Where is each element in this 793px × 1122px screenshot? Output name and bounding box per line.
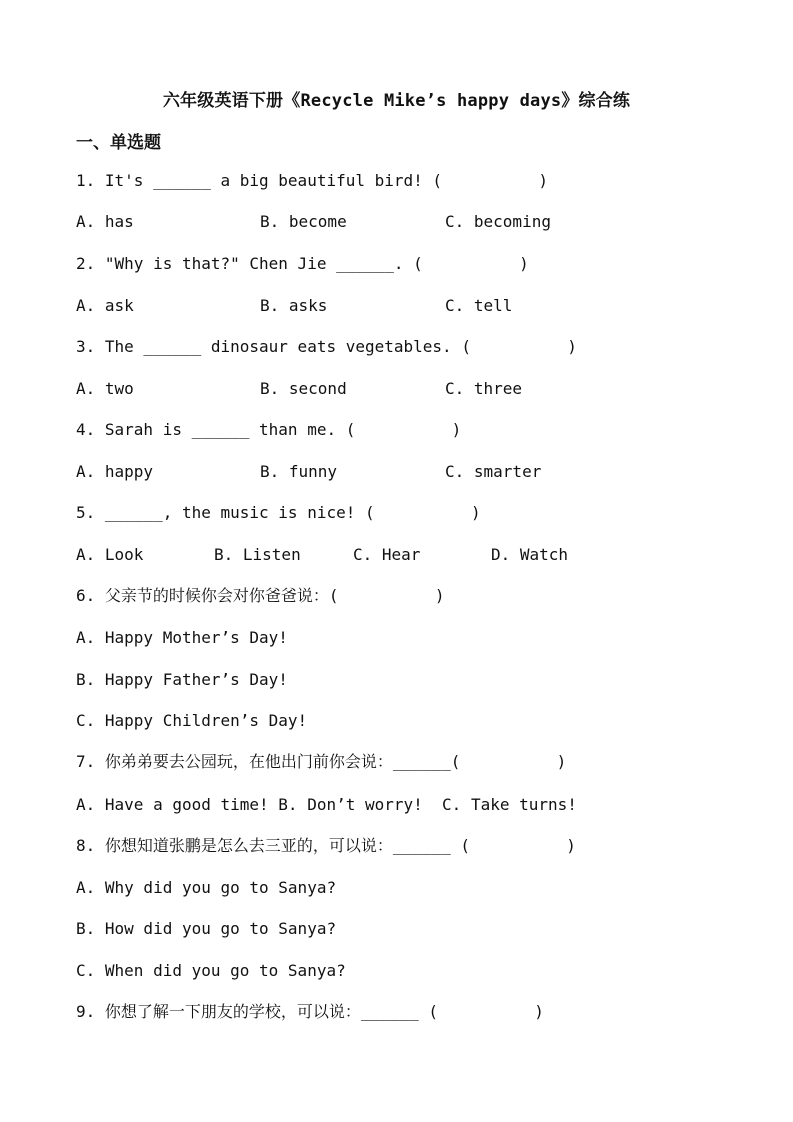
question-3: 3. The ______ dinosaur eats vegetables. ( ) bbox=[76, 337, 577, 356]
q5-option-b: B. Listen bbox=[214, 545, 301, 564]
question-7: 7. 你弟弟要去公园玩，在他出门前你会说：______( ) bbox=[76, 752, 567, 771]
q1-option-a: A. has bbox=[76, 212, 134, 231]
q5-option-a: A. Look bbox=[76, 545, 144, 564]
q4-option-a: A. happy bbox=[76, 462, 154, 481]
q2-option-a: A. ask bbox=[76, 296, 134, 315]
question-5: 5. ______, the music is nice! ( ) bbox=[76, 503, 481, 522]
q2-option-c: C. tell bbox=[445, 296, 513, 315]
q3-option-c: C. three bbox=[445, 379, 523, 398]
q8-option-b: B. How did you go to Sanya? bbox=[76, 919, 337, 938]
page-title: 六年级英语下册《Recycle Mike’s happy days》综合练 bbox=[162, 91, 631, 111]
q4-option-b: B. funny bbox=[260, 462, 338, 481]
q8-option-a: A. Why did you go to Sanya? bbox=[76, 878, 337, 897]
q6-option-a: A. Happy Mother’s Day! bbox=[76, 628, 288, 647]
question-8: 8. 你想知道张鹏是怎么去三亚的，可以说：______ ( ) bbox=[76, 836, 576, 855]
q1-option-b: B. become bbox=[260, 212, 347, 231]
q3-option-a: A. two bbox=[76, 379, 134, 398]
question-1: 1. It's ______ a big beautiful bird! ( ) bbox=[76, 171, 549, 190]
question-2: 2. "Why is that?" Chen Jie ______. ( ) bbox=[76, 254, 529, 273]
question-6: 6. 父亲节的时候你会对你爸爸说：( ) bbox=[76, 586, 445, 605]
q8-option-c: C. When did you go to Sanya? bbox=[76, 961, 346, 980]
q2-option-b: B. asks bbox=[260, 296, 328, 315]
q1-option-c: C. becoming bbox=[445, 212, 551, 231]
question-4: 4. Sarah is ______ than me. ( ) bbox=[76, 420, 462, 439]
q5-option-c: C. Hear bbox=[353, 545, 421, 564]
question-9: 9. 你想了解一下朋友的学校，可以说：______ ( ) bbox=[76, 1002, 544, 1021]
q4-option-c: C. smarter bbox=[445, 462, 542, 481]
q5-option-d: D. Watch bbox=[491, 545, 569, 564]
q6-option-b: B. Happy Father’s Day! bbox=[76, 670, 288, 689]
q3-option-b: B. second bbox=[260, 379, 347, 398]
q7-options: A. Have a good time! B. Don’t worry! C. Take turns! bbox=[76, 795, 577, 814]
section-heading: 一、单选题 bbox=[76, 133, 161, 153]
q6-option-c: C. Happy Children’s Day! bbox=[76, 711, 308, 730]
